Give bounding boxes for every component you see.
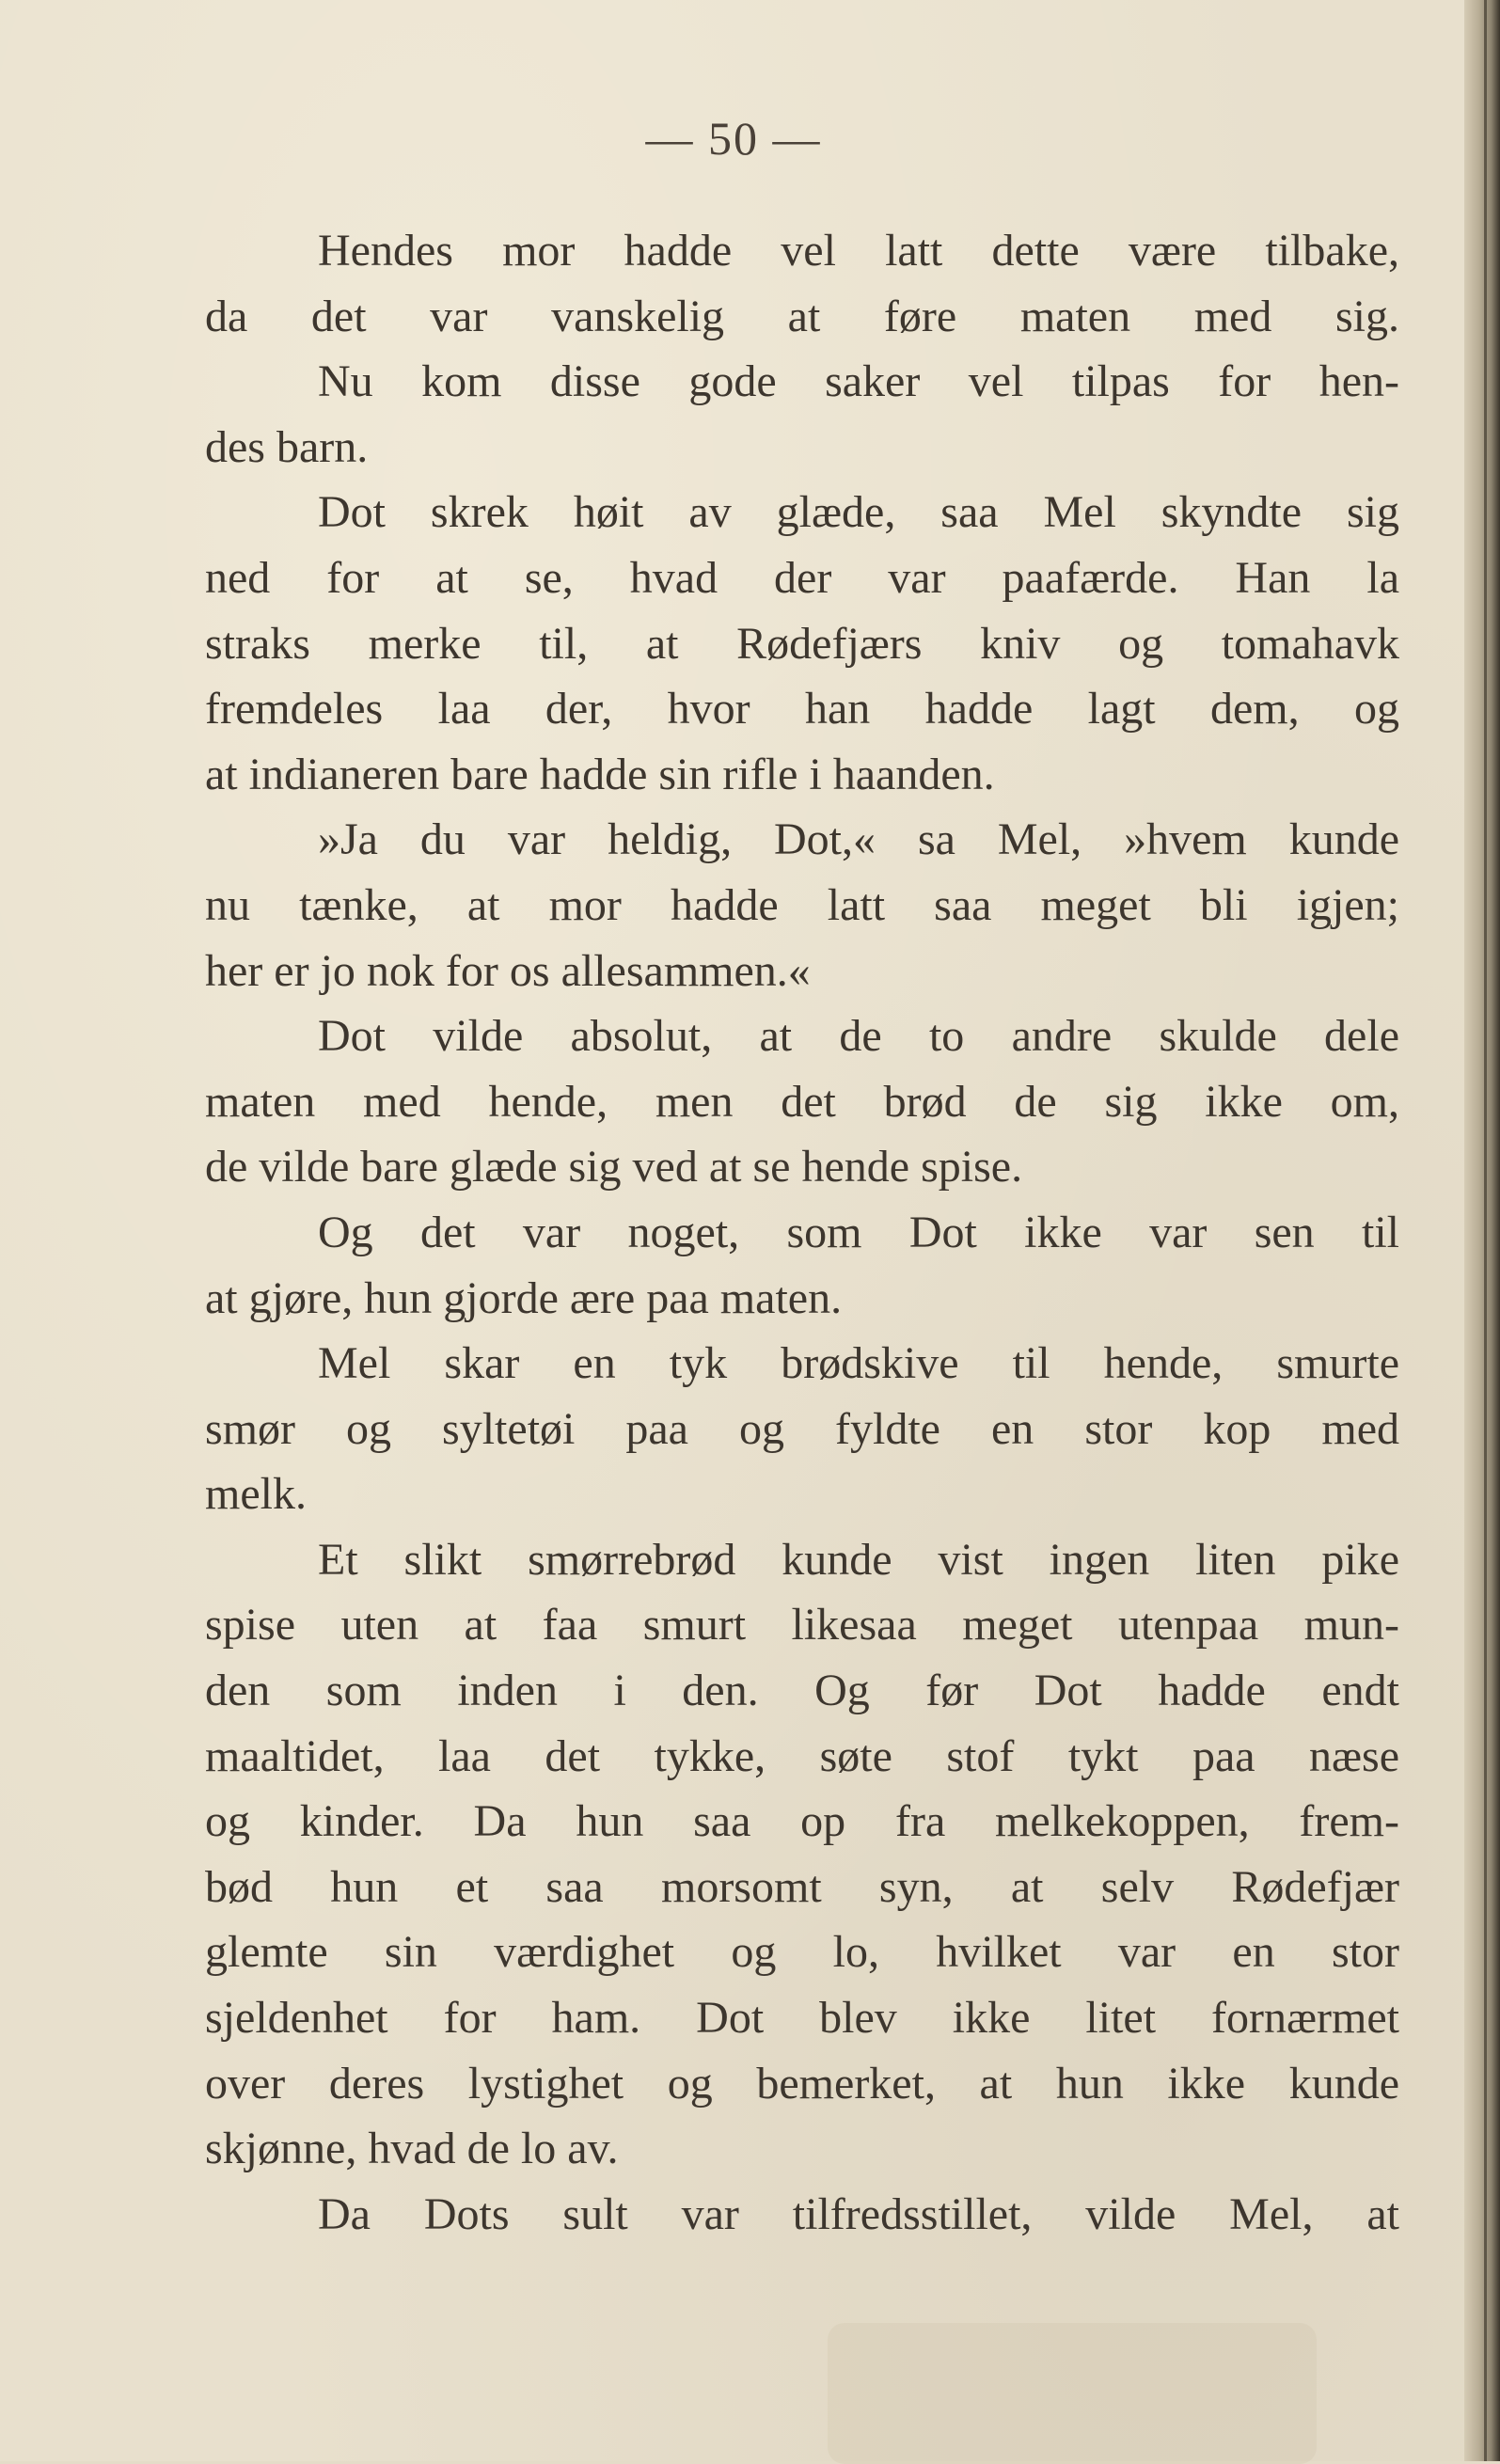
- text-line: at indianeren bare hadde sin rifle i haanden.: [205, 749, 995, 799]
- text-line: og kinder. Da hun saa op fra melkekoppen, frem-: [205, 1796, 1399, 1847]
- text-line: Og det var noget, som Dot ikke var sen til: [318, 1207, 1399, 1257]
- text-line: spise uten at faa smurt likesaa meget utenpaa mun-: [205, 1600, 1399, 1651]
- page-number: — 50 —: [645, 112, 822, 165]
- text-line: Mel skar en tyk brødskive til hende, smurte: [318, 1338, 1399, 1389]
- text-line: bød hun et saa morsomt syn, at selv Rødefjær: [205, 1861, 1399, 1912]
- text-line: fremdeles laa der, hvor han hadde lagt dem, og: [205, 684, 1399, 734]
- text-line: Nu kom disse gode saker vel tilpas for hen-: [318, 356, 1399, 407]
- text-line: nu tænke, at mor hadde latt saa meget bli igjen;: [205, 879, 1399, 930]
- text-line: at gjøre, hun gjorde ære paa maten.: [205, 1272, 843, 1323]
- text-line: smør og syltetøi paa og fyldte en stor kop med: [205, 1403, 1399, 1454]
- text-line: ned for at se, hvad der var paafærde. Han la: [205, 552, 1399, 603]
- body-text: [205, 218, 1399, 2247]
- text-line: den som inden i den. Og før Dot hadde endt: [205, 1666, 1399, 1716]
- text-line: her er jo nok for os allesammen.«: [205, 945, 811, 996]
- text-line: Dot vilde absolut, at de to andre skulde dele: [318, 1011, 1399, 1062]
- text-line: skjønne, hvad de lo av.: [205, 2124, 619, 2174]
- text-line: des barn.: [205, 421, 369, 472]
- text-line: maaltidet, laa det tykke, søte stof tykt paa næse: [205, 1730, 1399, 1781]
- text-line: sjeldenhet for ham. Dot blev ikke litet fornærmet: [205, 1993, 1399, 2044]
- text-line: glemte sin værdighet og lo, hvilket var en stor: [205, 1927, 1399, 1978]
- text-line: Da Dots sult var tilfredsstillet, vilde Mel, at: [318, 2188, 1399, 2239]
- text-line: over deres lystighet og bemerket, at hun ikke kunde: [205, 2058, 1399, 2109]
- text-line: »Ja du var heldig, Dot,« sa Mel, »hvem kunde: [318, 814, 1399, 865]
- text-line: Dot skrek høit av glæde, saa Mel skyndte sig: [318, 487, 1399, 538]
- text-line: de vilde bare glæde sig ved at se hende spise.: [205, 1142, 1023, 1193]
- text-line: Et slikt smørrebrød kunde vist ingen liten pike: [318, 1534, 1399, 1585]
- book-spine-shadow: [1484, 0, 1487, 2461]
- text-line: maten med hende, men det brød de sig ikke om,: [205, 1076, 1399, 1127]
- book-spine-edge: [1464, 0, 1500, 2461]
- text-line: da det var vanskelig at føre maten med sig.: [205, 291, 1399, 341]
- paper-stain: [828, 2323, 1317, 2464]
- text-line: Hendes mor hadde vel latt dette være tilbake,: [318, 226, 1399, 276]
- text-line: straks merke til, at Rødefjærs kniv og tomahavk: [205, 618, 1399, 669]
- text-line: melk.: [205, 1469, 307, 1520]
